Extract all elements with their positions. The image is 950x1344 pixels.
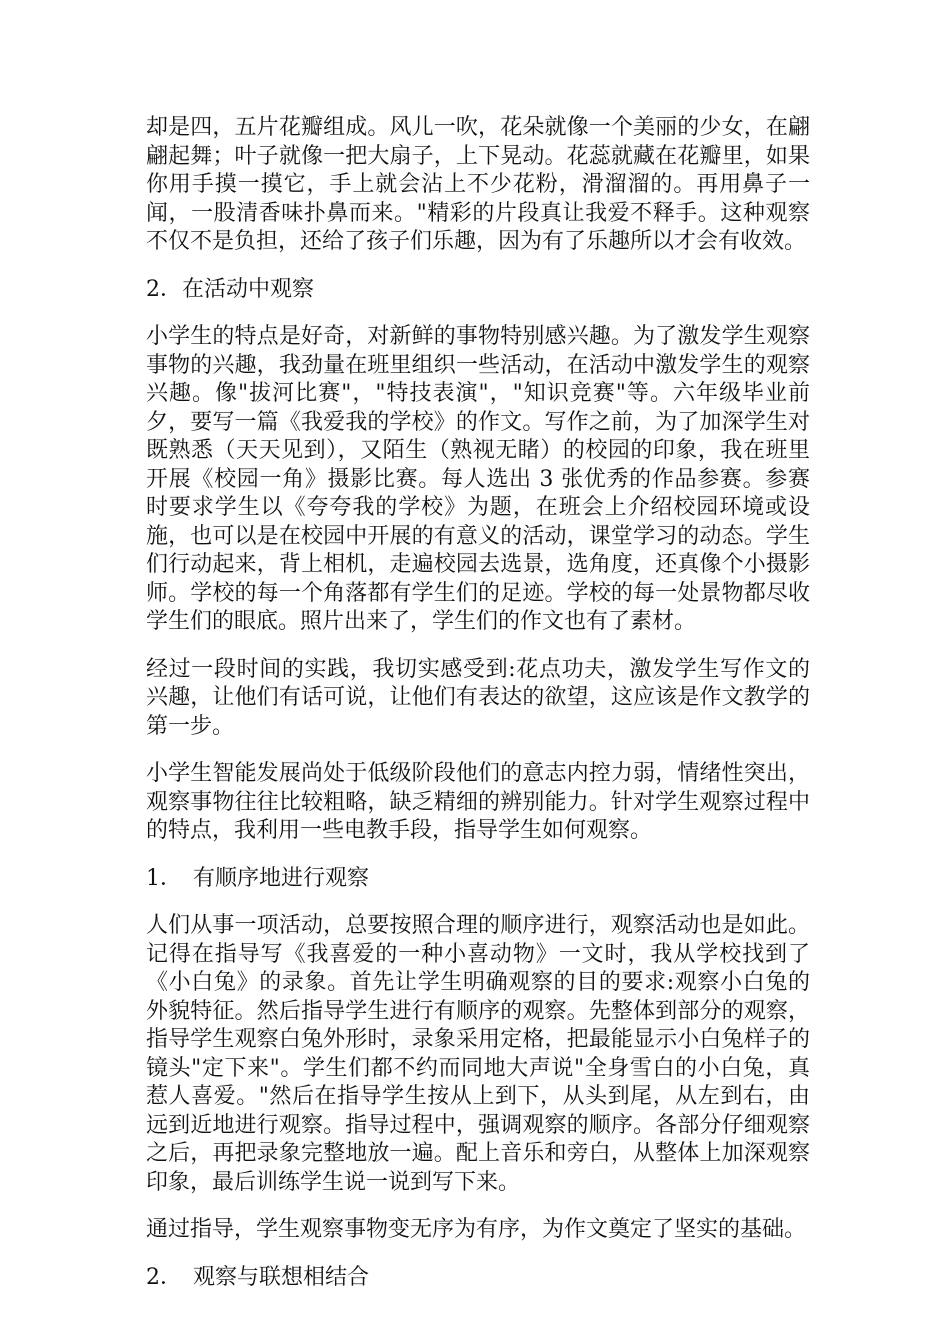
document-page (146, 114, 810, 1311)
section-heading-observation-and-association: 2． 观察与联想相结合 (146, 1264, 369, 1290)
section-heading-observe-in-activities: 2．在活动中观察 (146, 276, 314, 302)
paragraph-guidance-result: 通过指导，学生观察事物变无序为有序，为作文奠定了坚实的基础。 (146, 1217, 807, 1242)
section-heading-ordered-observation: 1． 有顺序地进行观察 (146, 865, 369, 891)
paragraph-flower-description: 却是四，五片花瓣组成。风儿一吹，花朵就像一个美丽的少女，在翩翩起舞；叶子就像一把大扇子，上下晃动。花蕊就藏在花瓣里，如果你用手摸一摸它，手上就会沾上不少花粉，滑溜溜的。再用鼻子一闻，一股清香味扑鼻而来。"精彩的片段真让我爱不释手。这种观察不仅不是负担，还给了孩子们乐趣，因为有了乐趣所以才会有收效。 (146, 115, 810, 254)
paragraph-rabbit-observation: 人们从事一项活动，总要按照合理的顺序进行，观察活动也是如此。记得在指导写《我喜爱的一种小喜动物》一文时，我从学校找到了《小白兔》的录象。首先让学生明确观察的目的要求:观察小白兔的外貌特征。然后指导学生进行有顺序的观察。先整体到部分的观察，指导学生观察白兔外形时，录象采用定格，把最能显示小白兔样子的镜头"定下来"。学生们都不约而同地大声说"全身雪白的小白兔，真惹人喜爱。"然后在指导学生按从上到下，从头到尾，从左到右，由远到近地进行观察。指导过程中，强调观察的顺序。各部分仔细观察之后，再把录象完整地放一遍。配上音乐和旁白，从整体上加深观察印象，最后训练学生说一说到写下来。 (146, 913, 810, 1195)
paragraph-activities: 小学生的特点是好奇，对新鲜的事物特别感兴趣。为了激发学生观察事物的兴趣，我劲量在班里组织一些活动，在活动中激发学生的观察兴趣。像"拔河比赛"，"特技表演"，"知识竞赛"等。六年级毕业前夕，要写一篇《我爱我的学校》的作文。写作之前，为了加深学生对既熟悉（天天见到），又陌生（熟视无睹）的校园的印象，我在班里开展《校园一角》摄影比赛。每人选出 3 张优秀的作品参赛。参赛时要求学生以《夸夸我的学校》为题，在班会上介绍校园环境或设施，也可以是在校园中开展的有意义的活动，课堂学习的动态。学生们行动起来，背上相机，走遍校园去选景，选角度，还真像个小摄影师。学校的每一个角落都有学生们的足迹。学校的每一处景物都尽收学生们的眼底。照片出来了，学生们的作文也有了素材。 (146, 324, 810, 634)
paragraph-practice-summary: 经过一段时间的实践，我切实感受到:花点功夫，激发学生写作文的兴趣，让他们有话可说，让他们有表达的欲望，这应该是作文教学的第一步。 (146, 656, 810, 739)
paragraph-student-characteristics: 小学生智能发展尚处于低级阶段他们的意志内控力弱，情绪性突出，观察事物往往比较粗略，缺乏精细的辨别能力。针对学生观察过程中的特点，我利用一些电教手段，指导学生如何观察。 (146, 761, 810, 843)
